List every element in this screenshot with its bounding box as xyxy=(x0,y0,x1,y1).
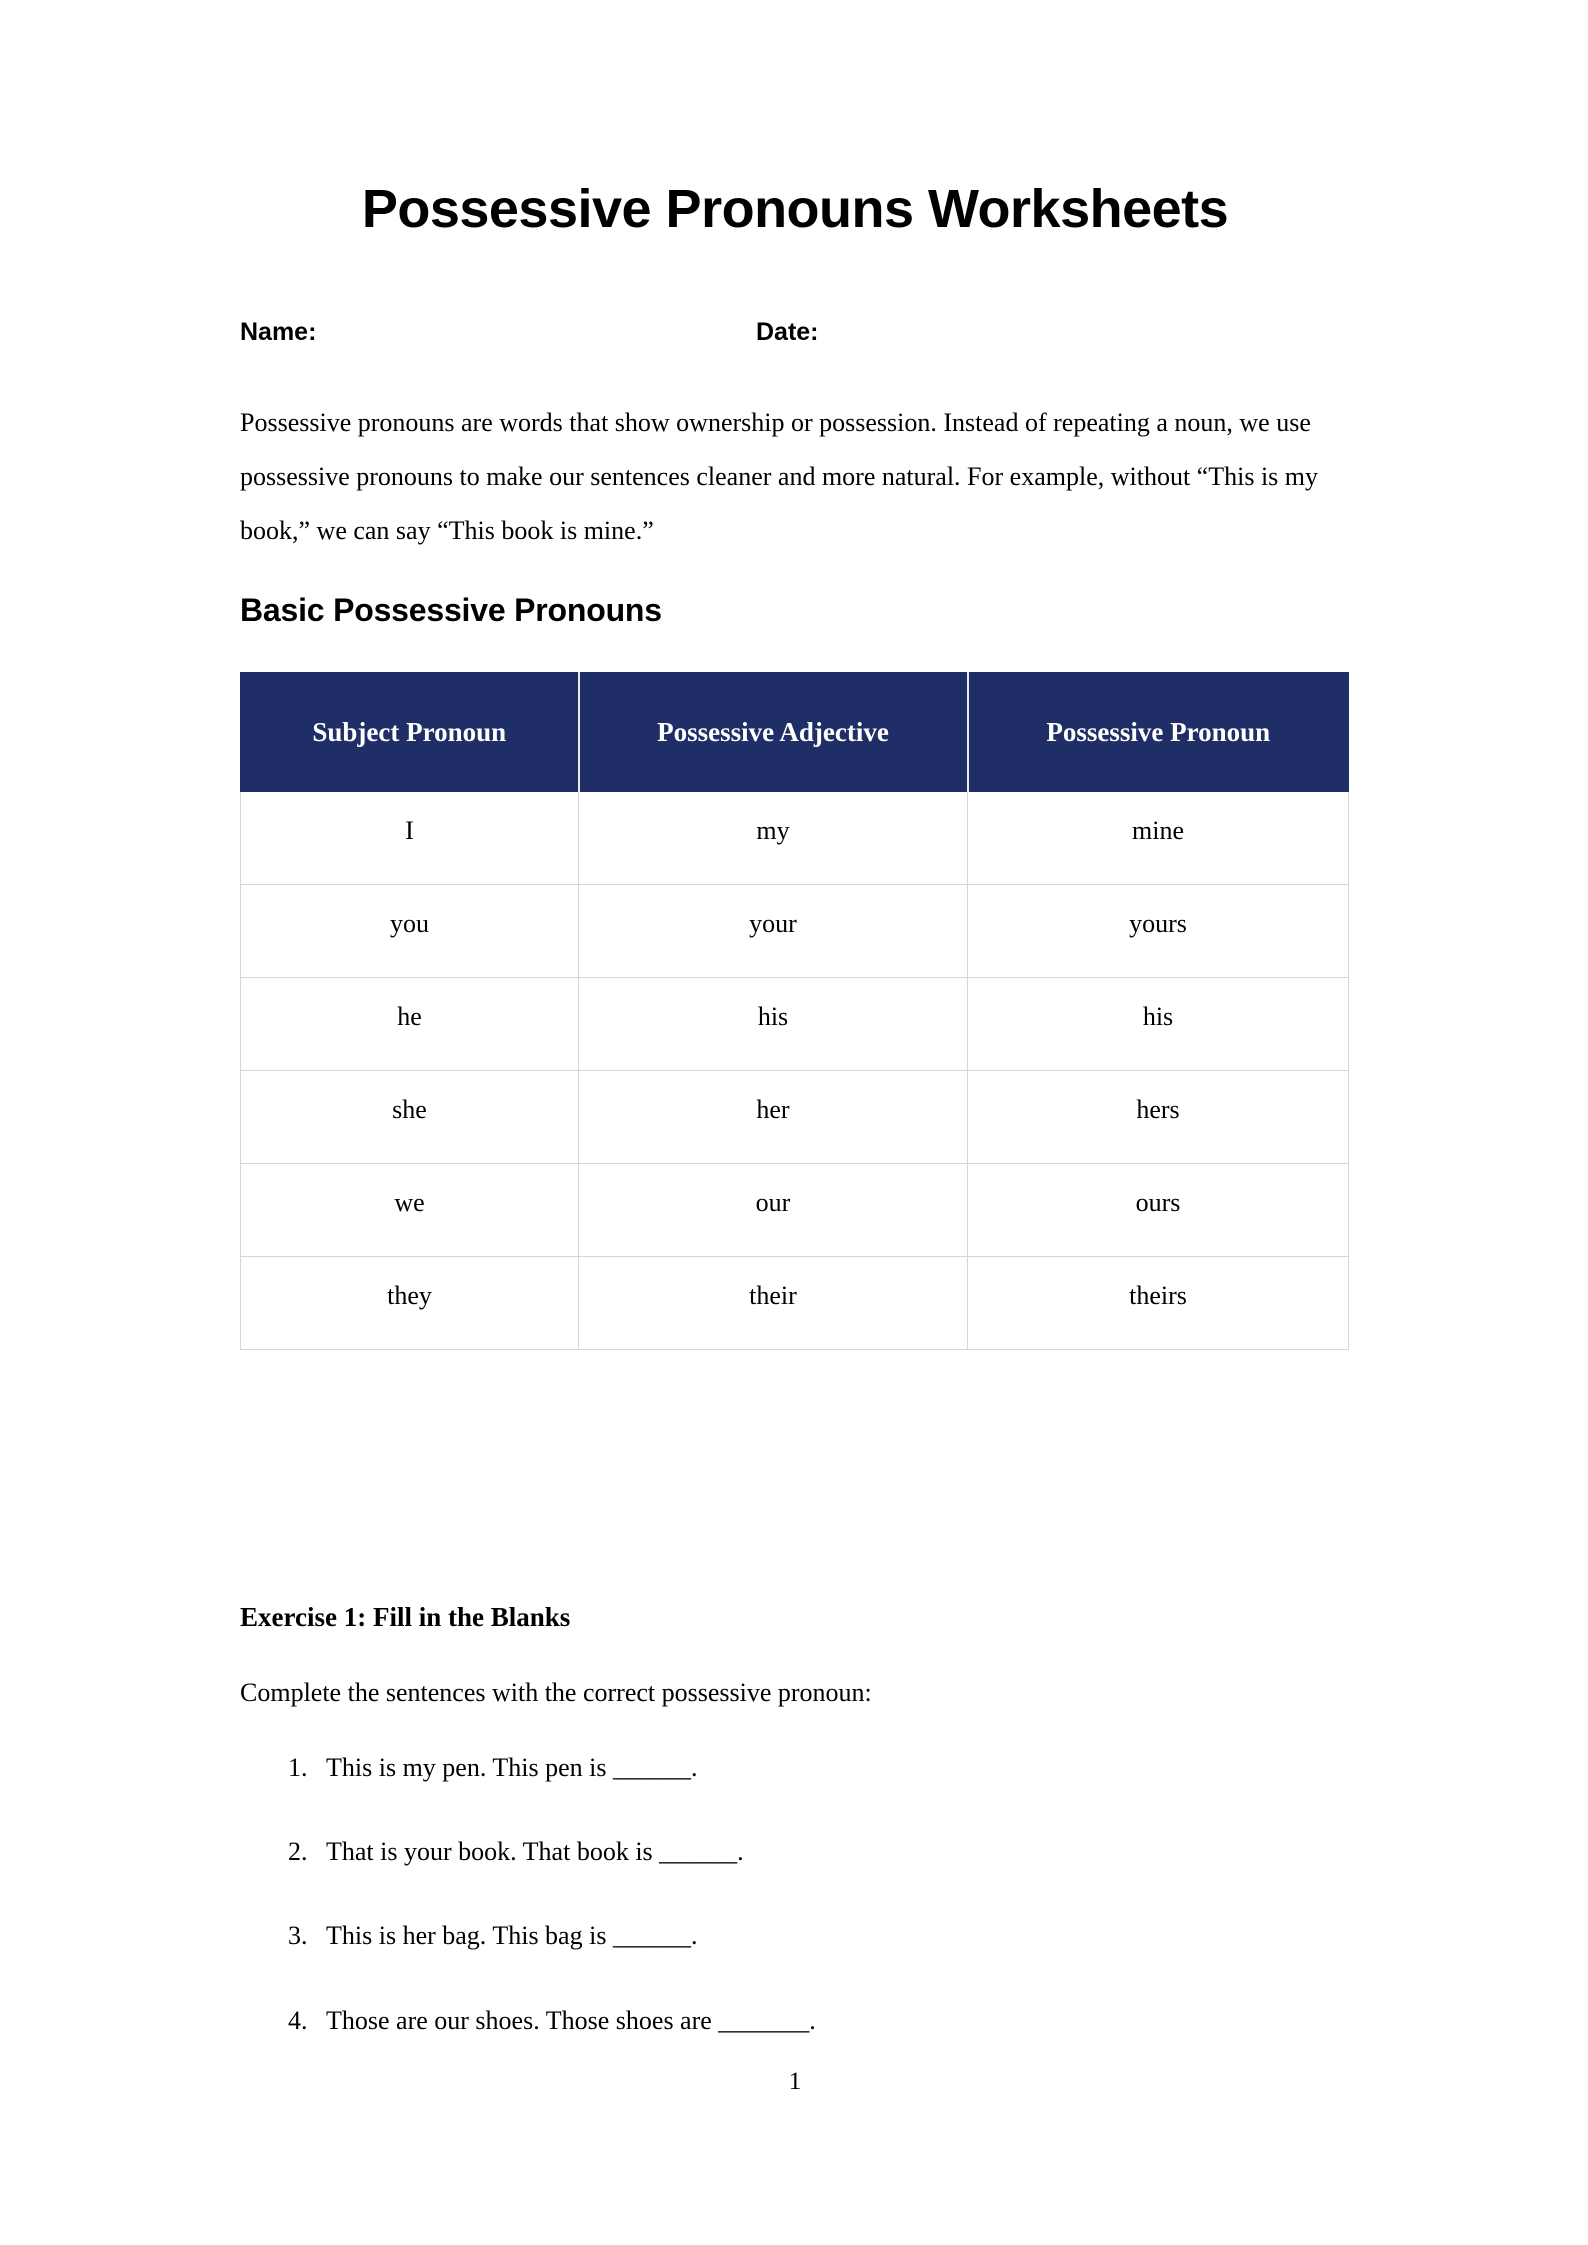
table-cell: his xyxy=(968,978,1349,1071)
list-item: 3. This is her bag. This bag is ______. xyxy=(314,1920,1424,1951)
table-cell: your xyxy=(579,885,968,978)
table-row xyxy=(241,1071,1349,1164)
exercise-1-heading: Exercise 1: Fill in the Blanks xyxy=(240,1602,571,1632)
table-cell: you xyxy=(241,885,579,978)
name-label: Name: xyxy=(240,318,317,346)
page-title: Possessive Pronouns Worksheets xyxy=(361,179,1229,239)
table-cell: their xyxy=(579,1257,968,1350)
list-item: 4. Those are our shoes. Those shoes are _______. xyxy=(314,2005,1424,2036)
table-header xyxy=(241,673,1349,792)
date-label: Date: xyxy=(756,318,819,346)
column-header-possessive-adjective: Possessive Adjective xyxy=(579,673,968,792)
table-row xyxy=(241,1257,1349,1350)
table-cell: I xyxy=(241,792,579,885)
intro-paragraph: Possessive pronouns are words that show ownership or possession. Instead of repeating a noun, we use possessive pronouns to make our sentences cleaner and more natural. For example, without “This is my book,” we can say “This book is mine.” xyxy=(240,408,1319,545)
list-item: 2. That is your book. That book is ______. xyxy=(314,1836,1424,1867)
table-row xyxy=(241,792,1349,885)
table-row xyxy=(241,978,1349,1071)
table-cell: hers xyxy=(968,1071,1349,1164)
table-cell: our xyxy=(579,1164,968,1257)
table-cell: yours xyxy=(968,885,1349,978)
section-heading-basic-possessive-pronouns: Basic Possessive Pronouns xyxy=(240,592,662,628)
table-cell: she xyxy=(241,1071,579,1164)
table-header-row xyxy=(241,673,1349,792)
column-header-possessive-pronoun: Possessive Pronoun xyxy=(968,673,1349,792)
pronoun-table-container xyxy=(240,672,1348,1350)
exercise-1-instruction: Complete the sentences with the correct possessive pronoun: xyxy=(240,1678,872,1707)
table-cell: her xyxy=(579,1071,968,1164)
pronoun-table xyxy=(240,672,1349,1350)
page-number: 1 xyxy=(788,2068,802,2095)
exercise-1-list xyxy=(240,1752,1424,2089)
table-row xyxy=(241,1164,1349,1257)
table-cell: mine xyxy=(968,792,1349,885)
table-cell: theirs xyxy=(968,1257,1349,1350)
list-item: 1. This is my pen. This pen is ______. xyxy=(314,1752,1424,1783)
table-cell: we xyxy=(241,1164,579,1257)
table-body xyxy=(241,792,1349,1350)
table-cell: my xyxy=(579,792,968,885)
table-cell: ours xyxy=(968,1164,1349,1257)
table-row xyxy=(241,885,1349,978)
table-cell: he xyxy=(241,978,579,1071)
table-cell: his xyxy=(579,978,968,1071)
table-cell: they xyxy=(241,1257,579,1350)
column-header-subject-pronoun: Subject Pronoun xyxy=(241,673,579,792)
